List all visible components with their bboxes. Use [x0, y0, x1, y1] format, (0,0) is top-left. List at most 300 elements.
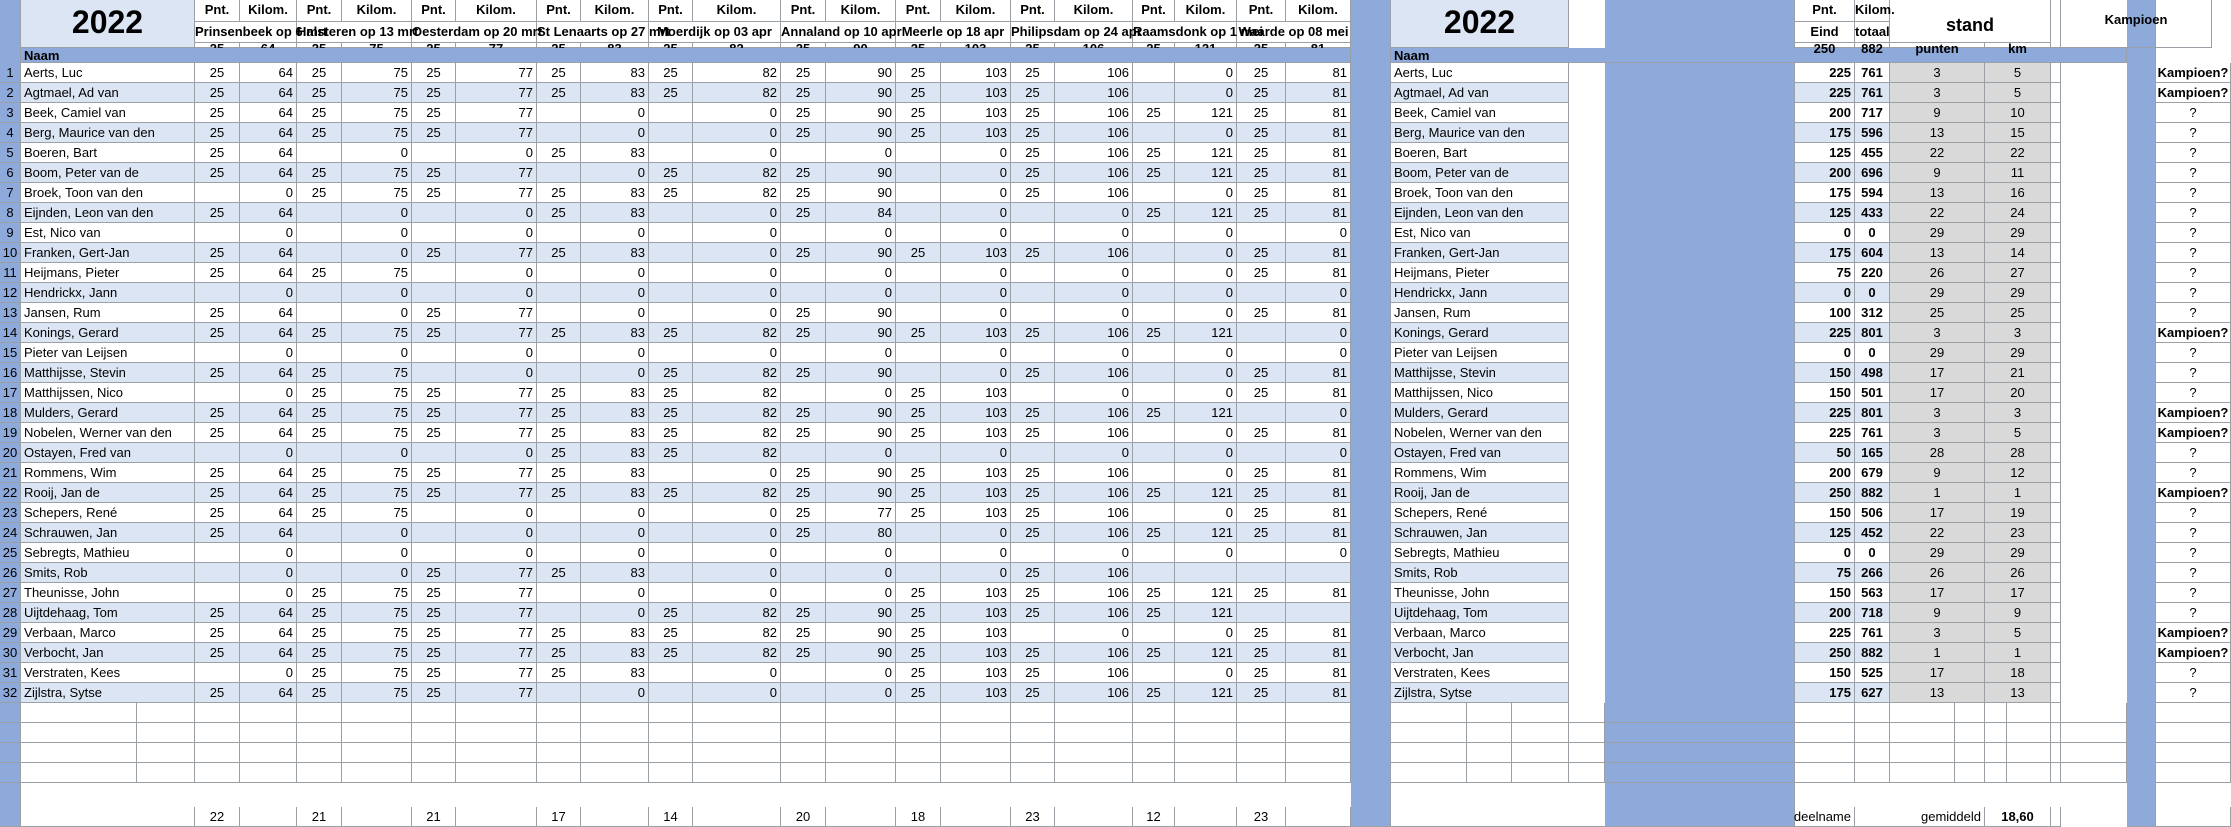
gap-cell[interactable]: [2051, 623, 2061, 643]
race-points[interactable]: 25: [1133, 603, 1175, 623]
race-points[interactable]: 25: [195, 523, 240, 543]
race-points[interactable]: [896, 143, 941, 163]
race-km[interactable]: 0: [240, 563, 297, 583]
totaal-km[interactable]: 604: [1855, 243, 1890, 263]
kampioen-status[interactable]: ?: [2156, 363, 2231, 383]
race-km[interactable]: 106: [1055, 103, 1133, 123]
kampioen-status[interactable]: ?: [2156, 303, 2231, 323]
race-points[interactable]: [537, 523, 581, 543]
race-points[interactable]: 25: [537, 443, 581, 463]
race-points[interactable]: 25: [537, 83, 581, 103]
eind-points[interactable]: 0: [1795, 543, 1855, 563]
naam-header-left[interactable]: Naam: [21, 48, 1351, 63]
race-points[interactable]: 25: [649, 403, 693, 423]
empty-cell[interactable]: [581, 723, 649, 743]
empty-cell[interactable]: [537, 743, 581, 763]
row-number[interactable]: 14: [0, 323, 21, 343]
race-points[interactable]: 25: [297, 643, 342, 663]
kampioen-status[interactable]: Kampioen?: [2156, 83, 2231, 103]
empty-cell[interactable]: [1955, 743, 1985, 763]
race-title[interactable]: Oesterdam op 20 mrt: [412, 22, 537, 43]
race-pnt-label[interactable]: Pnt.: [1133, 0, 1175, 22]
race-km[interactable]: 0: [342, 443, 412, 463]
empty-cell[interactable]: [896, 723, 941, 743]
rider-name-right[interactable]: Verbocht, Jan: [1391, 643, 1569, 663]
race-km[interactable]: 0: [1286, 323, 1351, 343]
race-points[interactable]: [1133, 543, 1175, 563]
empty-cell[interactable]: [1512, 703, 1569, 723]
gap-cell[interactable]: [2051, 143, 2061, 163]
empty-cell[interactable]: [1237, 703, 1286, 723]
race-km[interactable]: 0: [1055, 443, 1133, 463]
race-points[interactable]: 25: [297, 623, 342, 643]
eind-points[interactable]: 225: [1795, 63, 1855, 83]
header-gap[interactable]: [2051, 0, 2061, 48]
totaal-max[interactable]: [1855, 43, 1890, 48]
race-points[interactable]: 25: [195, 363, 240, 383]
rider-name-right[interactable]: Theunisse, John: [1391, 583, 1569, 603]
empty-cell[interactable]: [342, 703, 412, 723]
race-km[interactable]: 0: [693, 103, 781, 123]
row-number[interactable]: 7: [0, 183, 21, 203]
stand-km[interactable]: 25: [1985, 303, 2051, 323]
rider-name-right[interactable]: Uijtdehaag, Tom: [1391, 603, 1569, 623]
race-points[interactable]: 25: [537, 563, 581, 583]
empty-cell[interactable]: [1985, 743, 2007, 763]
empty-cell[interactable]: [941, 703, 1011, 723]
race-km[interactable]: 121: [1175, 103, 1237, 123]
row-number[interactable]: 20: [0, 443, 21, 463]
race-points[interactable]: [896, 203, 941, 223]
row-number[interactable]: 15: [0, 343, 21, 363]
race-points[interactable]: 25: [1237, 143, 1286, 163]
empty-cell[interactable]: [21, 743, 137, 763]
race-km[interactable]: 81: [1286, 263, 1351, 283]
race-points[interactable]: 25: [412, 163, 456, 183]
stand-km[interactable]: 20: [1985, 383, 2051, 403]
race-points[interactable]: 25: [297, 463, 342, 483]
race-km[interactable]: 0: [581, 583, 649, 603]
empty-cell[interactable]: [1795, 703, 1855, 723]
race-km[interactable]: 64: [240, 463, 297, 483]
empty-cell[interactable]: [1286, 703, 1351, 723]
stand-punten[interactable]: 17: [1890, 363, 1985, 383]
race-points[interactable]: 25: [297, 83, 342, 103]
race-km[interactable]: 0: [1055, 303, 1133, 323]
race-points[interactable]: 25: [649, 83, 693, 103]
race-km[interactable]: 0: [240, 183, 297, 203]
race-km[interactable]: 0: [826, 143, 896, 163]
race-points[interactable]: 25: [195, 503, 240, 523]
empty-cell[interactable]: [1890, 723, 1955, 743]
race-km[interactable]: 106: [1055, 63, 1133, 83]
empty-cell[interactable]: [240, 763, 297, 783]
race-kilom-label[interactable]: Kilom.: [581, 0, 649, 22]
empty-cell[interactable]: [2007, 763, 2051, 783]
kampioen-status[interactable]: ?: [2156, 563, 2231, 583]
race-points[interactable]: [1133, 663, 1175, 683]
race-participant-count[interactable]: 23: [1237, 807, 1286, 827]
race-points[interactable]: 25: [781, 163, 826, 183]
empty-cell[interactable]: [1175, 723, 1237, 743]
empty-cell[interactable]: [2156, 743, 2231, 763]
rider-name[interactable]: Beek, Camiel van: [21, 103, 195, 123]
race-km[interactable]: 90: [826, 603, 896, 623]
race-points[interactable]: 25: [537, 483, 581, 503]
rider-name[interactable]: Schrauwen, Jan: [21, 523, 195, 543]
race-points[interactable]: 25: [1011, 143, 1055, 163]
empty-cell[interactable]: [342, 723, 412, 743]
empty-cell[interactable]: [1011, 763, 1055, 783]
race-points[interactable]: 25: [1011, 103, 1055, 123]
race-km[interactable]: 0: [693, 263, 781, 283]
gap-cell[interactable]: [2051, 203, 2061, 223]
race-km[interactable]: 90: [826, 423, 896, 443]
empty-cell[interactable]: [2061, 703, 2127, 723]
row-number[interactable]: 27: [0, 583, 21, 603]
race-km[interactable]: 106: [1055, 123, 1133, 143]
race-km[interactable]: 90: [826, 163, 896, 183]
empty-cell[interactable]: [581, 763, 649, 783]
stand-km[interactable]: 3: [1985, 403, 2051, 423]
race-points[interactable]: [649, 663, 693, 683]
race-km[interactable]: 0: [826, 683, 896, 703]
gap-cell[interactable]: [2051, 423, 2061, 443]
race-km[interactable]: 83: [581, 143, 649, 163]
empty-cell[interactable]: [1955, 723, 1985, 743]
rider-name[interactable]: Berg, Maurice van den: [21, 123, 195, 143]
row-number[interactable]: 18: [0, 403, 21, 423]
race-points[interactable]: 25: [649, 383, 693, 403]
gemiddeld-label[interactable]: gemiddeld: [1855, 807, 1985, 827]
empty-cell[interactable]: [1391, 723, 1467, 743]
race-km[interactable]: 83: [581, 663, 649, 683]
race-km[interactable]: 0: [240, 443, 297, 463]
empty-cell[interactable]: [2156, 703, 2231, 723]
race-km[interactable]: 121: [1175, 583, 1237, 603]
race-points[interactable]: [1133, 363, 1175, 383]
totaal-km[interactable]: 312: [1855, 303, 1890, 323]
race-km[interactable]: 0: [941, 263, 1011, 283]
race-points[interactable]: 25: [412, 403, 456, 423]
row-number[interactable]: 11: [0, 263, 21, 283]
rider-name-right[interactable]: Ostayen, Fred van: [1391, 443, 1569, 463]
race-km[interactable]: 81: [1286, 523, 1351, 543]
race-points[interactable]: [412, 543, 456, 563]
totaal-km[interactable]: 220: [1855, 263, 1890, 283]
race-points[interactable]: [537, 543, 581, 563]
race-km[interactable]: 0: [1175, 83, 1237, 103]
stand-km[interactable]: 5: [1985, 623, 2051, 643]
rider-name[interactable]: Ostayen, Fred van: [21, 443, 195, 463]
race-km[interactable]: 0: [240, 223, 297, 243]
race-km[interactable]: 75: [342, 263, 412, 283]
race-points[interactable]: [1011, 623, 1055, 643]
footer-empty[interactable]: [342, 807, 412, 827]
totaal-km[interactable]: 501: [1855, 383, 1890, 403]
race-km[interactable]: 0: [581, 303, 649, 323]
stand-punten[interactable]: 9: [1890, 463, 1985, 483]
empty-cell[interactable]: [1467, 763, 1512, 783]
empty-cell[interactable]: [1569, 703, 1605, 723]
empty-cell[interactable]: [2051, 703, 2061, 723]
gap-cell[interactable]: [2051, 483, 2061, 503]
race-km[interactable]: 106: [1055, 583, 1133, 603]
race-points[interactable]: 25: [1011, 463, 1055, 483]
empty-cell[interactable]: [1467, 723, 1512, 743]
empty-cell[interactable]: [2061, 763, 2127, 783]
race-points[interactable]: 25: [1237, 263, 1286, 283]
race-km[interactable]: 0: [1055, 623, 1133, 643]
race-points[interactable]: 25: [195, 683, 240, 703]
stand-km[interactable]: 22: [1985, 143, 2051, 163]
totaal-km[interactable]: 0: [1855, 223, 1890, 243]
race-km[interactable]: 0: [1175, 183, 1237, 203]
rider-name[interactable]: Sebregts, Mathieu: [21, 543, 195, 563]
empty-cell[interactable]: [1955, 703, 1985, 723]
race-km[interactable]: 0: [342, 523, 412, 543]
race-kilom-label[interactable]: Kilom.: [1175, 0, 1237, 22]
eind-points[interactable]: 225: [1795, 83, 1855, 103]
race-points[interactable]: [1237, 603, 1286, 623]
race-km[interactable]: 77: [456, 383, 537, 403]
footer-empty[interactable]: [1055, 807, 1133, 827]
empty-cell[interactable]: [1237, 743, 1286, 763]
race-km[interactable]: 82: [693, 483, 781, 503]
race-km[interactable]: 81: [1286, 683, 1351, 703]
gap-cell[interactable]: [2051, 243, 2061, 263]
race-km[interactable]: 75: [342, 463, 412, 483]
race-participant-count[interactable]: 17: [537, 807, 581, 827]
race-km[interactable]: 64: [240, 363, 297, 383]
empty-cell[interactable]: [693, 723, 781, 743]
race-km[interactable]: 75: [342, 603, 412, 623]
empty-cell[interactable]: [1855, 703, 1890, 723]
race-points[interactable]: 25: [1237, 503, 1286, 523]
race-points[interactable]: [896, 523, 941, 543]
race-points[interactable]: 25: [781, 183, 826, 203]
race-km[interactable]: 0: [941, 523, 1011, 543]
race-points[interactable]: 25: [1011, 403, 1055, 423]
race-points[interactable]: 25: [896, 243, 941, 263]
race-points[interactable]: 25: [412, 683, 456, 703]
race-km[interactable]: 0: [693, 123, 781, 143]
race-km[interactable]: 0: [1286, 223, 1351, 243]
stand-punten[interactable]: 3: [1890, 323, 1985, 343]
empty-cell[interactable]: [297, 723, 342, 743]
race-km[interactable]: 0: [826, 343, 896, 363]
eind-label[interactable]: Eind: [1795, 22, 1855, 43]
race-km[interactable]: 0: [1175, 223, 1237, 243]
totaal-km[interactable]: 882: [1855, 483, 1890, 503]
race-km[interactable]: 103: [941, 683, 1011, 703]
stand-punten[interactable]: 17: [1890, 663, 1985, 683]
race-km[interactable]: 90: [826, 363, 896, 383]
race-points[interactable]: [537, 503, 581, 523]
empty-cell[interactable]: [342, 763, 412, 783]
row-number[interactable]: 29: [0, 623, 21, 643]
empty-cell[interactable]: [826, 763, 896, 783]
race-km[interactable]: 64: [240, 243, 297, 263]
rider-name[interactable]: Theunisse, John: [21, 583, 195, 603]
race-km[interactable]: 0: [941, 363, 1011, 383]
km-label[interactable]: [1985, 43, 2051, 48]
race-points[interactable]: 25: [1011, 363, 1055, 383]
race-points[interactable]: 25: [412, 123, 456, 143]
empty-cell[interactable]: [1985, 703, 2007, 723]
race-points[interactable]: [649, 143, 693, 163]
race-points[interactable]: [537, 303, 581, 323]
race-km[interactable]: 121: [1175, 483, 1237, 503]
empty-cell[interactable]: [1569, 763, 1605, 783]
race-points[interactable]: 25: [1237, 103, 1286, 123]
rider-name-right[interactable]: Boom, Peter van de: [1391, 163, 1569, 183]
race-km[interactable]: 75: [342, 643, 412, 663]
stand-km[interactable]: 11: [1985, 163, 2051, 183]
race-km[interactable]: 106: [1055, 483, 1133, 503]
eind-points[interactable]: 125: [1795, 203, 1855, 223]
race-km[interactable]: 81: [1286, 363, 1351, 383]
race-points[interactable]: 25: [1011, 583, 1055, 603]
race-km[interactable]: 0: [581, 263, 649, 283]
gap-cell[interactable]: [2051, 223, 2061, 243]
race-km[interactable]: 77: [456, 243, 537, 263]
race-points[interactable]: [1133, 243, 1175, 263]
race-km[interactable]: 90: [826, 463, 896, 483]
race-points[interactable]: [1133, 83, 1175, 103]
race-km[interactable]: 0: [826, 263, 896, 283]
race-pnt-label[interactable]: Pnt.: [195, 0, 240, 22]
race-points[interactable]: 25: [781, 103, 826, 123]
row-number[interactable]: 12: [0, 283, 21, 303]
race-title[interactable]: Waarde op 08 mei: [1237, 22, 1351, 43]
race-points[interactable]: [1133, 183, 1175, 203]
race-km[interactable]: 0: [1055, 203, 1133, 223]
kampioen-status[interactable]: Kampioen?: [2156, 483, 2231, 503]
race-points[interactable]: [297, 243, 342, 263]
rider-name-right[interactable]: Eijnden, Leon van den: [1391, 203, 1569, 223]
race-km[interactable]: 64: [240, 323, 297, 343]
race-km[interactable]: 106: [1055, 683, 1133, 703]
kampioen-status[interactable]: Kampioen?: [2156, 63, 2231, 83]
race-km[interactable]: 82: [693, 363, 781, 383]
race-points[interactable]: 25: [195, 483, 240, 503]
empty-cell[interactable]: [1055, 703, 1133, 723]
gap-cell[interactable]: [2051, 503, 2061, 523]
empty-cell[interactable]: [240, 743, 297, 763]
rider-name-right[interactable]: Aerts, Luc: [1391, 63, 1569, 83]
empty-cell[interactable]: [941, 743, 1011, 763]
empty-cell[interactable]: [1512, 723, 1569, 743]
rider-name-right[interactable]: Rooij, Jan de: [1391, 483, 1569, 503]
eind-points[interactable]: 150: [1795, 363, 1855, 383]
kampioen-status[interactable]: ?: [2156, 383, 2231, 403]
race-km[interactable]: 0: [581, 603, 649, 623]
race-km[interactable]: 81: [1286, 143, 1351, 163]
row-number[interactable]: 19: [0, 423, 21, 443]
race-points[interactable]: [649, 263, 693, 283]
race-km[interactable]: 0: [693, 463, 781, 483]
race-km[interactable]: 0: [581, 503, 649, 523]
race-points[interactable]: 25: [649, 643, 693, 663]
empty-cell[interactable]: [1795, 723, 1855, 743]
race-points[interactable]: 25: [1237, 423, 1286, 443]
row-number[interactable]: 6: [0, 163, 21, 183]
race-km[interactable]: 90: [826, 483, 896, 503]
race-km[interactable]: 64: [240, 63, 297, 83]
footer-empty[interactable]: [826, 807, 896, 827]
race-km[interactable]: 64: [240, 203, 297, 223]
stand-km[interactable]: 3: [1985, 323, 2051, 343]
gap-cell[interactable]: [2051, 463, 2061, 483]
totaal-km[interactable]: 0: [1855, 543, 1890, 563]
race-km[interactable]: 0: [1286, 343, 1351, 363]
rider-name[interactable]: Smits, Rob: [21, 563, 195, 583]
race-km[interactable]: 0: [1286, 403, 1351, 423]
rider-name-right[interactable]: Rommens, Wim: [1391, 463, 1569, 483]
race-points[interactable]: 25: [1237, 483, 1286, 503]
row-number[interactable]: [0, 703, 21, 723]
eind-points[interactable]: 200: [1795, 163, 1855, 183]
race-km[interactable]: 64: [240, 643, 297, 663]
race-points[interactable]: 25: [412, 383, 456, 403]
rider-name-right[interactable]: Pieter van Leijsen: [1391, 343, 1569, 363]
stand-km[interactable]: 21: [1985, 363, 2051, 383]
race-points[interactable]: [781, 143, 826, 163]
empty-cell[interactable]: [649, 763, 693, 783]
race-points[interactable]: 25: [1133, 523, 1175, 543]
race-points[interactable]: 25: [1237, 663, 1286, 683]
race-points[interactable]: [1011, 283, 1055, 303]
row-number[interactable]: 17: [0, 383, 21, 403]
footer-empty[interactable]: [2051, 807, 2061, 827]
race-points[interactable]: 25: [1133, 643, 1175, 663]
race-km[interactable]: 0: [693, 563, 781, 583]
blue-separator-column[interactable]: [2127, 0, 2156, 827]
race-points[interactable]: 25: [1237, 643, 1286, 663]
race-points[interactable]: 25: [297, 603, 342, 623]
race-points[interactable]: 25: [412, 603, 456, 623]
eind-points[interactable]: 200: [1795, 463, 1855, 483]
race-km[interactable]: 75: [342, 623, 412, 643]
totaal-km[interactable]: 433: [1855, 203, 1890, 223]
race-points[interactable]: [781, 343, 826, 363]
race-points[interactable]: [297, 443, 342, 463]
race-km[interactable]: 0: [1175, 63, 1237, 83]
race-km[interactable]: 0: [1175, 363, 1237, 383]
footer-spacer[interactable]: [21, 807, 195, 827]
race-km[interactable]: 77: [456, 323, 537, 343]
race-points[interactable]: [537, 263, 581, 283]
empty-cell[interactable]: [537, 703, 581, 723]
race-points[interactable]: [649, 283, 693, 303]
eind-points[interactable]: 250: [1795, 483, 1855, 503]
row-number[interactable]: [0, 743, 21, 763]
race-points[interactable]: 25: [537, 203, 581, 223]
eind-points[interactable]: 125: [1795, 523, 1855, 543]
race-km[interactable]: 77: [456, 683, 537, 703]
race-km[interactable]: 90: [826, 123, 896, 143]
race-km[interactable]: 77: [456, 123, 537, 143]
race-points[interactable]: [1237, 323, 1286, 343]
race-points[interactable]: [195, 663, 240, 683]
race-km[interactable]: 77: [456, 483, 537, 503]
race-points[interactable]: 25: [781, 643, 826, 663]
race-km[interactable]: 121: [1175, 683, 1237, 703]
race-points[interactable]: 25: [195, 103, 240, 123]
race-km[interactable]: 90: [826, 243, 896, 263]
race-km[interactable]: 103: [941, 623, 1011, 643]
